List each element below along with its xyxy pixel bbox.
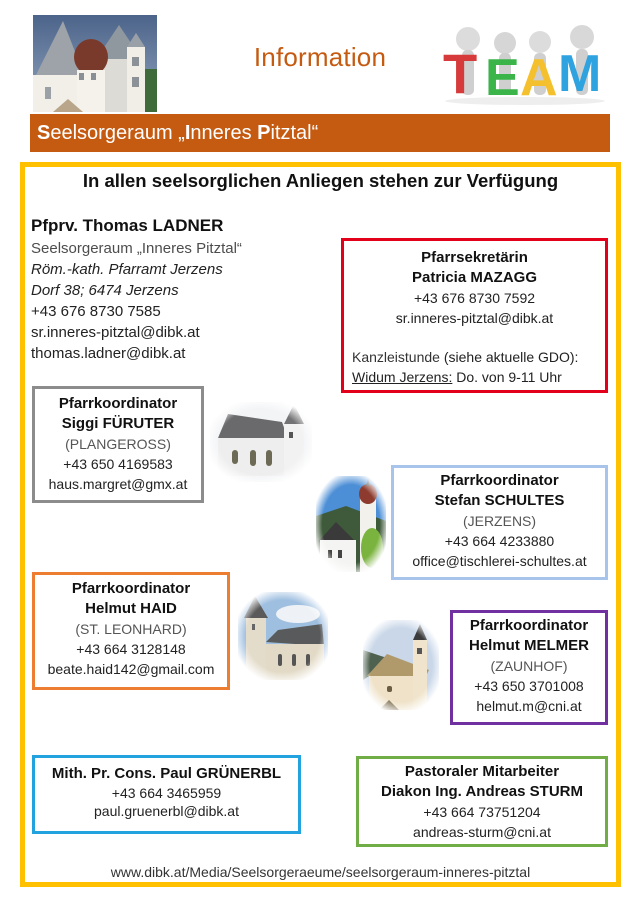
contact-name: Mith. Pr. Cons. Paul GRÜNERBL [51,765,282,782]
banner-text: eelsorgeraum „ [50,122,185,144]
office-hours-time: Do. von 9-11 Uhr [452,369,562,385]
pastor-phone: +43 676 8730 7585 [31,303,161,320]
contact-name: Helmut HAID [85,600,177,617]
contact-phone: +43 664 73751204 [423,804,541,820]
contact-phone: +43 664 3128148 [76,641,186,657]
team-letter-m: M [558,45,602,103]
contact-email: beate.haid142@gmail.com [47,661,215,677]
contact-parish: (JERZENS) [462,513,537,529]
contact-card-jerzens [391,465,608,580]
contact-card-zaunhof [450,610,608,725]
church-photo-jerzens [316,476,386,572]
pastor-name: Pfprv. Thomas LADNER [31,216,224,235]
contact-role: Pfarrkoordinator [71,580,191,597]
contact-phone: +43 664 3465959 [111,785,222,801]
contact-email: haus.margret@gmx.at [48,476,188,492]
office-hours-note: (siehe aktuelle GDO): [439,349,579,365]
contact-phone: +43 664 4233880 [444,533,555,549]
contact-card-gruenerbl [32,755,301,834]
contact-role: Pfarrsekretärin [421,249,528,266]
contact-parish: (ZAUNHOF) [490,658,568,674]
main-heading: In allen seelsorglichen Anliegen stehen zur Verfügung [82,170,559,191]
contact-phone: +43 650 3701008 [474,678,584,694]
pastor-contact [31,214,242,364]
contact-card-sturm [356,756,608,847]
pastor-office: Röm.-kath. Pfarramt Jerzens [31,261,223,278]
contact-email: sr.inneres-pitztal@dibk.at [395,310,554,326]
contact-phone: +43 676 8730 7592 [413,290,536,306]
contact-name: Helmut MELMER [469,637,589,654]
team-letter-a: A [520,49,558,105]
contact-phone: +43 650 4169583 [63,456,173,472]
banner-initial-s: S [37,122,51,144]
church-photo-plangeross [210,402,312,482]
contact-role: Pfarrkoordinator [469,617,589,634]
pastor-email-parish: sr.inneres-pitztal@dibk.at [31,324,200,341]
contact-name: Patricia MAZAGG [411,269,538,286]
contact-card-secretary [341,238,608,393]
office-location-label: Widum Jerzens: [352,369,453,385]
contact-parish: (PLANGEROSS) [65,436,171,452]
contact-email: office@tischlerei-schultes.at [412,553,587,569]
banner-initial-i: I [184,122,191,144]
contact-role: Pfarrkoordinator [440,472,559,489]
banner-text: nneres [190,122,258,144]
team-letter-e: E [485,49,520,105]
office-hours-location-line [344,367,605,387]
pastor-address: Dorf 38; 6474 Jerzens [31,282,179,299]
church-photo-zaunhof [363,620,439,710]
contact-name: Diakon Ing. Andreas STURM [381,783,583,800]
page-title: Information [253,42,387,72]
office-hours-line [344,347,605,367]
contact-name: Siggi FÜRUTER [61,415,175,432]
banner-seelsorgeraum [30,114,610,152]
contact-card-plangeross [32,386,204,503]
office-hours-label: Kanzleistunde [352,349,440,365]
banner-text: itztal“ [270,122,319,144]
church-watercolor-illustration [33,15,157,112]
contact-card-st-leonhard [32,572,230,690]
banner-initial-p: P [257,122,271,144]
contact-role: Pastoraler Mitarbeiter [404,763,560,780]
contact-email: andreas-sturm@cni.at [413,824,551,840]
team-letter-t: T [443,42,478,105]
footer-website-url: www.dibk.at/Media/Seelsorgeraeume/seelsorgeraum-inneres-pitztal [110,864,531,880]
contact-email: helmut.m@cni.at [476,698,582,714]
team-graphic [440,25,610,105]
contact-email: paul.gruenerbl@dibk.at [94,803,239,819]
church-photo-st-leonhard [238,592,328,680]
contact-role: Pfarrkoordinator [58,395,178,412]
pastor-email-personal: thomas.ladner@dibk.at [31,345,186,362]
contact-name: Stefan SCHULTES [434,492,565,509]
contact-parish: (ST. LEONHARD) [75,621,187,637]
pastor-unit: Seelsorgeraum „Inneres Pitztal“ [31,240,242,257]
